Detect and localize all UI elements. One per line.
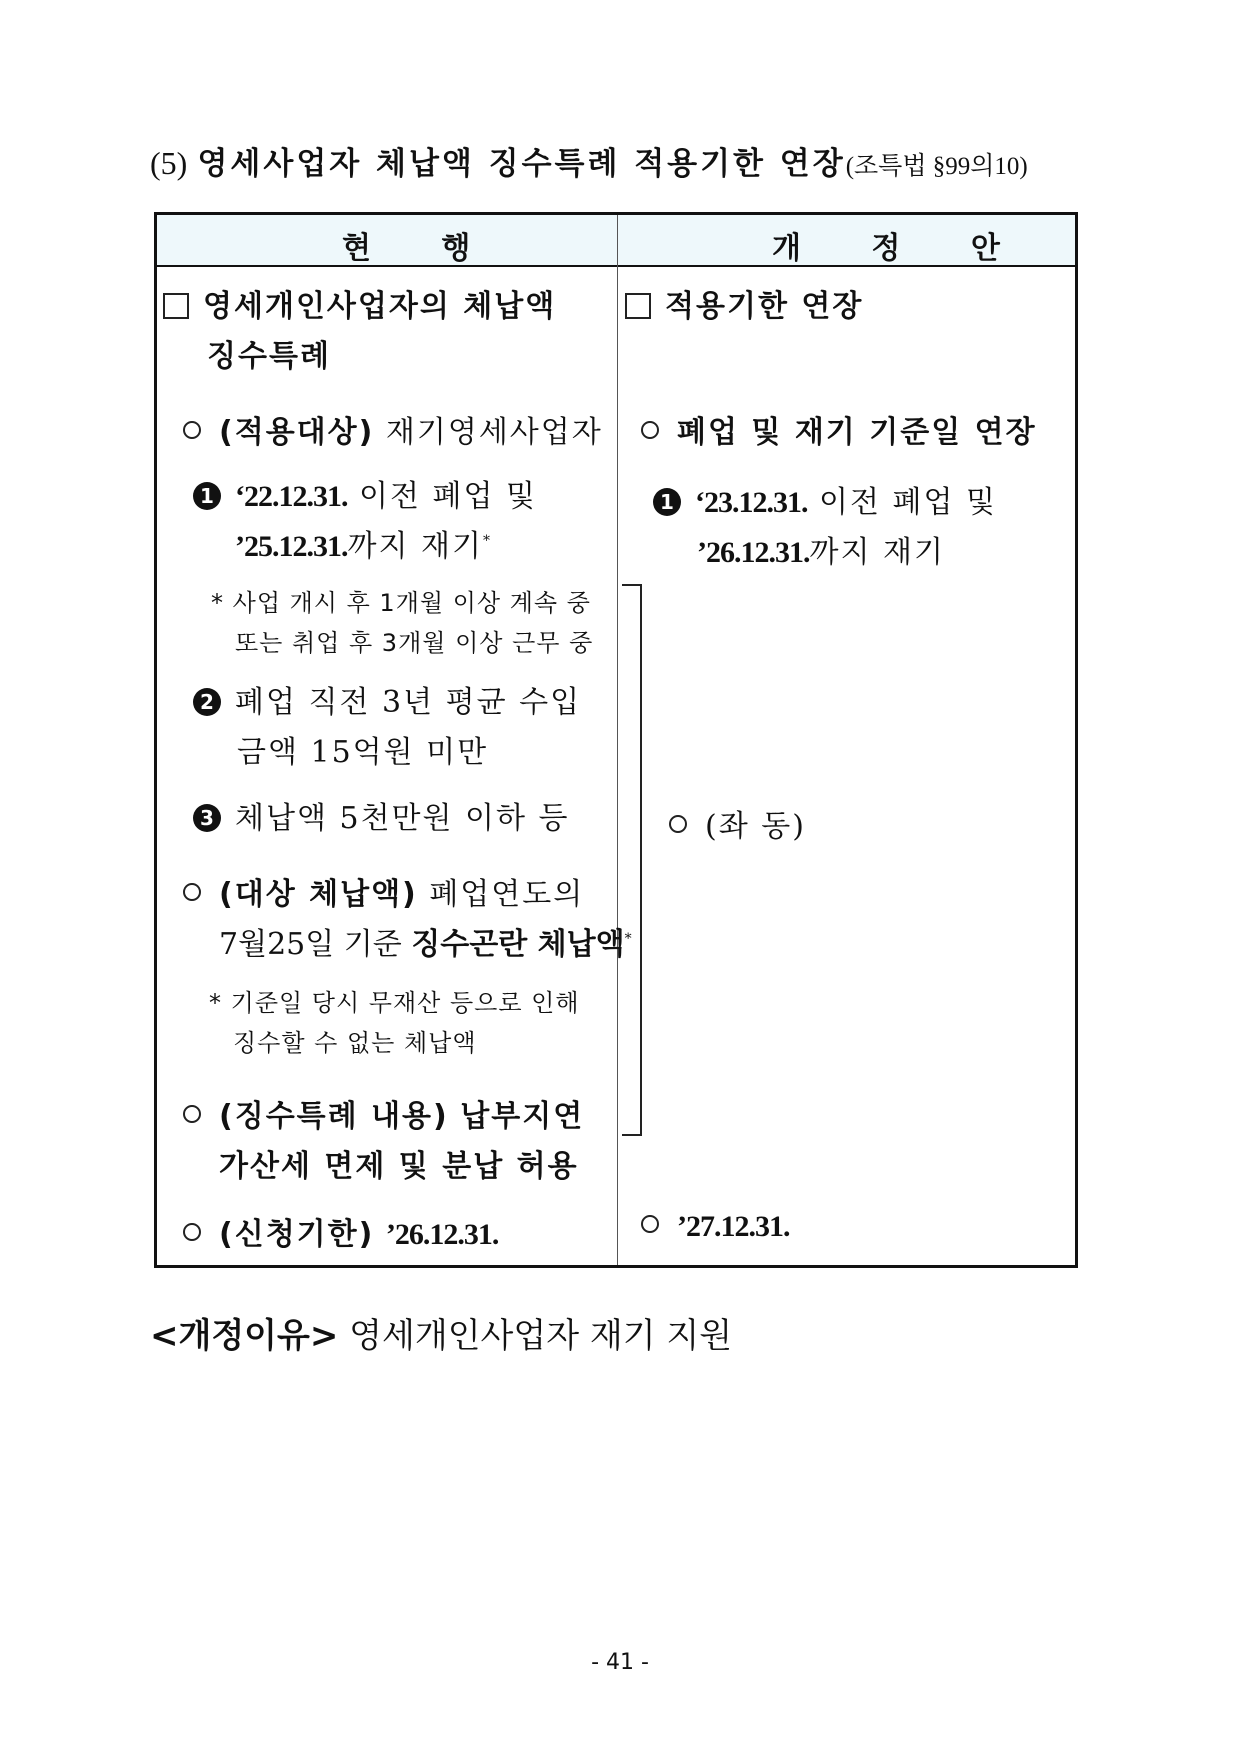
- current-note1-line1: * 사업 개시 후 1개월 이상 계속 중: [211, 589, 591, 617]
- current-item1-line1: 1 ‘22.12.31. 이전 폐업 및: [193, 471, 537, 515]
- proposed-deadline: ’27.12.31.: [641, 1209, 790, 1244]
- header-current: 현 행: [342, 231, 501, 266]
- number-3-icon: 3: [193, 804, 221, 832]
- proposed-same: (좌 동): [669, 801, 806, 845]
- comparison-table: [154, 212, 1078, 1268]
- current-note2-line2: 징수할 수 없는 체납액: [233, 1029, 477, 1057]
- header-proposed: 개 정 안: [772, 231, 1030, 266]
- column-divider: [617, 215, 618, 1265]
- section-main-title: 영세사업자 체납액 징수특례 적용기한 연장: [197, 146, 846, 182]
- current-heading-line2: 징수특례: [207, 339, 331, 374]
- current-heading-line1: 영세개인사업자의 체납액: [163, 281, 556, 325]
- number-1-icon: 1: [193, 482, 221, 510]
- current-amount-line1: (대상 체납액) 폐업연도의: [183, 869, 584, 913]
- circle-bullet-icon: [669, 815, 687, 833]
- same-as-left-bracket: [622, 584, 642, 1136]
- circle-bullet-icon: [183, 1223, 201, 1241]
- number-1-icon: 1: [653, 488, 681, 516]
- circle-bullet-icon: [183, 883, 201, 901]
- proposed-item1-line2: ’26.12.31.까지 재기: [697, 535, 945, 570]
- current-amount-line2: 7월25일 기준 징수곤란 체납액*: [219, 927, 632, 962]
- proposed-heading: 적용기한 연장: [625, 281, 863, 325]
- current-item3: 3 체납액 5천만원 이하 등: [193, 793, 570, 837]
- current-item2-line1: 2 폐업 직전 3년 평균 수입: [193, 677, 581, 721]
- circle-bullet-icon: [641, 421, 659, 439]
- amendment-reason: [150, 1308, 732, 1357]
- section-title: [150, 138, 1028, 183]
- page-number: - 41 -: [591, 1650, 649, 1675]
- current-note1-line2: 또는 취업 후 3개월 이상 근무 중: [235, 629, 594, 657]
- checkbox-icon: [163, 293, 189, 319]
- checkbox-icon: [625, 293, 651, 319]
- current-target: (적용대상) 재기영세사업자: [183, 407, 603, 451]
- law-reference: (조특법 §99의10): [845, 153, 1028, 180]
- circle-bullet-icon: [183, 421, 201, 439]
- circle-bullet-icon: [641, 1215, 659, 1233]
- section-number: (5): [150, 145, 188, 181]
- reason-label: <개정이유>: [150, 1316, 339, 1356]
- current-content-line1: (징수특례 내용) 납부지연: [183, 1091, 584, 1135]
- number-2-icon: 2: [193, 688, 221, 716]
- circle-bullet-icon: [183, 1105, 201, 1123]
- current-content-line2: 가산세 면제 및 분납 허용: [219, 1149, 579, 1184]
- proposed-item1-line1: 1 ‘23.12.31. 이전 폐업 및: [653, 477, 997, 521]
- current-deadline: (신청기한) ’26.12.31.: [183, 1209, 498, 1253]
- proposed-point1: 폐업 및 재기 기준일 연장: [641, 407, 1037, 451]
- current-item1-line2: ’25.12.31.까지 재기*: [235, 529, 492, 564]
- current-item2-line2: 금액 15억원 미만: [237, 735, 489, 770]
- current-note2-line1: * 기준일 당시 무재산 등으로 인해: [209, 989, 580, 1017]
- reason-text: 영세개인사업자 재기 지원: [349, 1316, 733, 1356]
